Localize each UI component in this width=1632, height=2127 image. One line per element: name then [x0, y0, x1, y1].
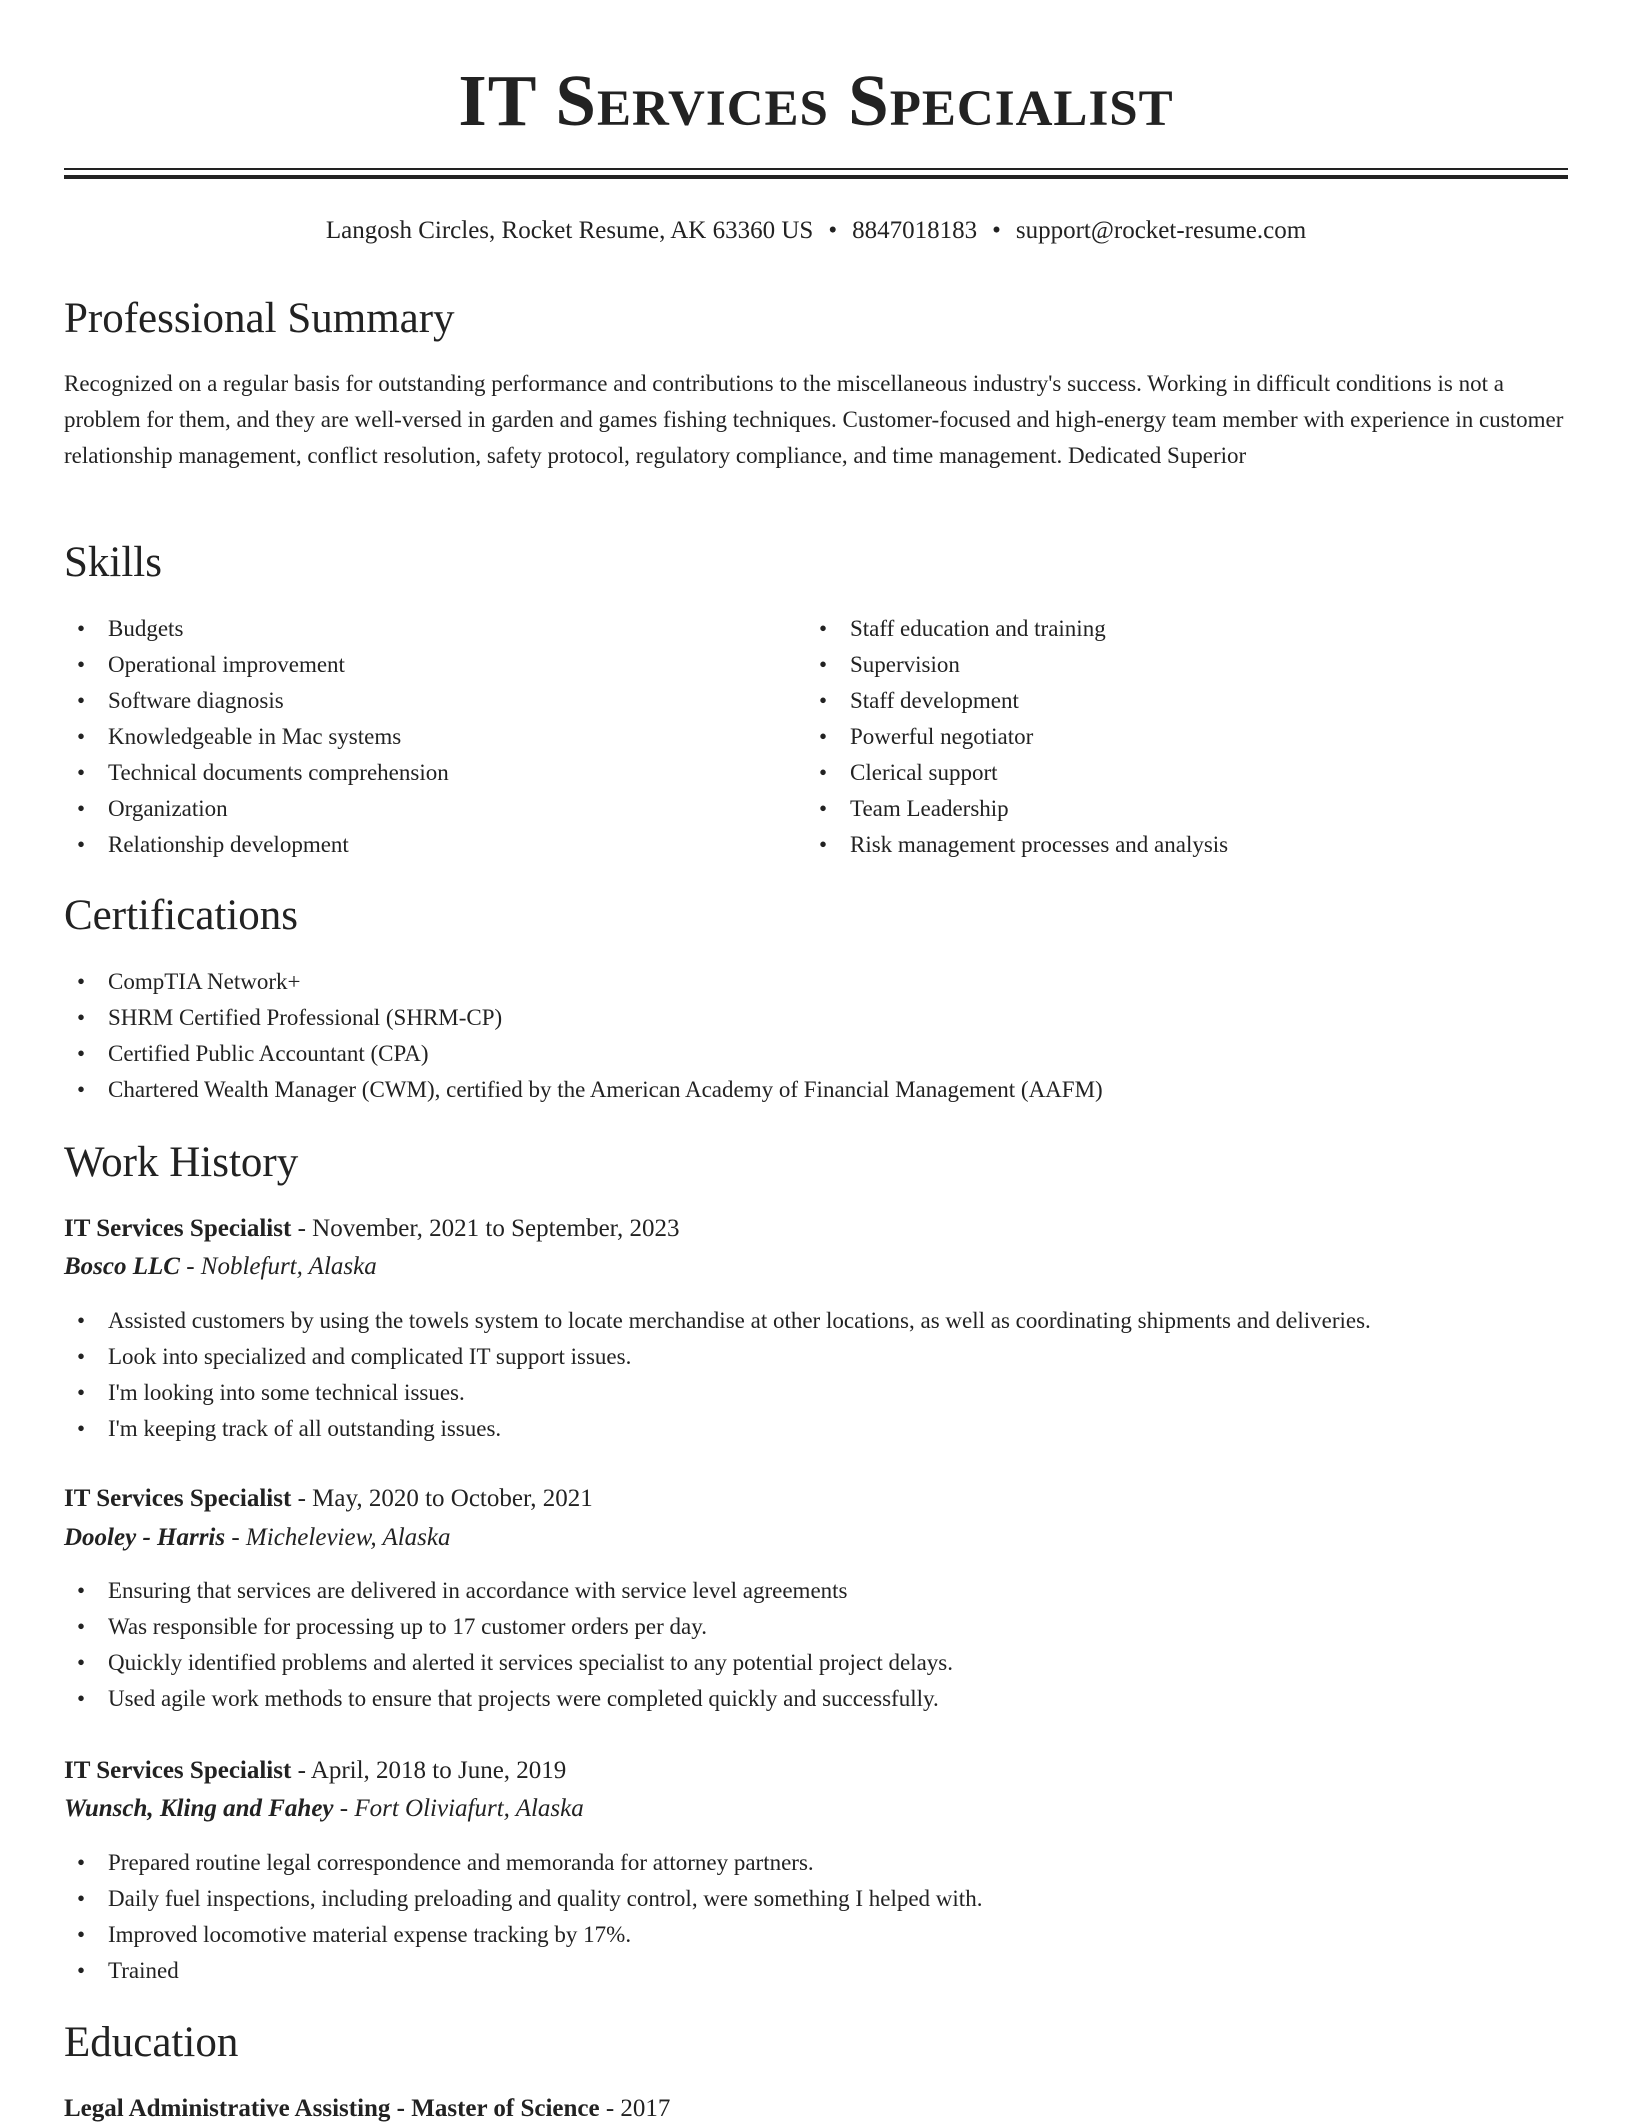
education-year: - 2017 [599, 2095, 671, 2122]
job-company: Wunsch, Kling and Fahey [64, 1795, 334, 1822]
certification-item: • Chartered Wealth Manager (CWM), certified by the American Academy of Financial Management (AAFM) [64, 1072, 1568, 1108]
certification-item: • SHRM Certified Professional (SHRM-CP) [64, 1000, 1568, 1036]
job-title: IT Services Specialist [64, 1215, 292, 1242]
skill-item: • Organization [64, 791, 804, 827]
job-location: - Fort Oliviafurt, Alaska [333, 1795, 584, 1822]
certification-item: • Certified Public Accountant (CPA) [64, 1036, 1568, 1072]
contact-separator: • [828, 217, 838, 244]
job-duties-list [64, 1845, 1568, 1989]
skill-item: • Powerful negotiator [806, 719, 1566, 755]
section-title-skills: Skills [64, 539, 162, 586]
page-title: IT Services Specialist [458, 60, 1174, 141]
skill-item: • Budgets [64, 611, 804, 647]
education-entry [64, 2091, 670, 2127]
job-duty-item: • Daily fuel inspections, including preloading and quality control, were something I helped with. [64, 1881, 1568, 1917]
job-title: IT Services Specialist [64, 1757, 292, 1784]
title-divider-bottom [64, 175, 1568, 179]
skill-item: • Software diagnosis [64, 683, 804, 719]
summary-text: Recognized on a regular basis for outstanding performance and contributions to the miscellaneous industry's success. Working in difficult conditions is not a problem for them, and they are well-versed in garden and games fishing techniques. Customer-focused and high-energy team member with experience in customer relationship management, conflict resolution, safety protocol, regulatory compliance, and time management. Dedicated Superior [64, 371, 1564, 468]
contact-phone: 8847018183 [852, 217, 978, 244]
section-title-work-history: Work History [64, 1139, 299, 1186]
job-title-line [64, 1753, 566, 1789]
contact-address: Langosh Circles, Rocket Resume, AK 63360 US [325, 217, 814, 244]
job-dates: - May, 2020 to October, 2021 [291, 1485, 593, 1512]
job-dates: - April, 2018 to June, 2019 [291, 1757, 567, 1784]
skill-item: • Supervision [806, 647, 1566, 683]
job-location: - Micheleview, Alaska [225, 1524, 451, 1551]
job-duty-item: • Used agile work methods to ensure that projects were completed quickly and successfully. [64, 1681, 1568, 1717]
contact-separator: • [992, 217, 1001, 244]
section-title-summary: Professional Summary [64, 295, 455, 342]
job-duty-item: • Quickly identified problems and alerted it services specialist to any potential project delays. [64, 1645, 1568, 1681]
job-duty-item: • Improved locomotive material expense tracking by 17%. [64, 1917, 1568, 1953]
job-company: Dooley - Harris [64, 1524, 226, 1551]
job-duty-item: • Ensuring that services are delivered in accordance with service level agreements [64, 1573, 1568, 1609]
skill-item: • Knowledgeable in Mac systems [64, 719, 804, 755]
section-title-education: Education [64, 2019, 239, 2066]
certification-item: • CompTIA Network+ [64, 964, 1568, 1000]
contact-email: support@rocket-resume.com [1015, 217, 1307, 244]
skill-item: • Risk management processes and analysis [806, 827, 1566, 863]
job-company-line [64, 1520, 451, 1556]
certifications-list [64, 964, 1568, 1108]
job-duty-item: • Was responsible for processing up to 17 customer orders per day. [64, 1609, 1568, 1645]
skill-item: • Team Leadership [806, 791, 1566, 827]
job-title-line [64, 1211, 680, 1247]
job-duty-item: • I'm looking into some technical issues. [64, 1375, 1568, 1411]
job-duties-list [64, 1573, 1568, 1717]
job-duty-item: • Prepared routine legal correspondence and memoranda for attorney partners. [64, 1845, 1568, 1881]
skill-item: • Staff development [806, 683, 1566, 719]
skill-item: • Relationship development [64, 827, 804, 863]
education-degree: Legal Administrative Assisting - Master of Science [64, 2095, 600, 2122]
contact-line [0, 214, 1632, 248]
job-company: Bosco LLC [64, 1253, 180, 1280]
job-duties-list [64, 1303, 1568, 1447]
job-company-line [64, 1791, 584, 1827]
job-duty-item: • Assisted customers by using the towels system to locate merchandise at other locations, as well as coordinating shipments and deliveries. [64, 1303, 1568, 1339]
skill-item: • Staff education and training [806, 611, 1566, 647]
skill-item: • Technical documents comprehension [64, 755, 804, 791]
job-duty-item: • Trained [64, 1953, 1568, 1989]
skills-list-right [806, 611, 1566, 863]
skill-item: • Clerical support [806, 755, 1566, 791]
job-duty-item: • Look into specialized and complicated IT support issues. [64, 1339, 1568, 1375]
job-location: - Noblefurt, Alaska [179, 1253, 377, 1280]
skill-item: • Operational improvement [64, 647, 804, 683]
job-title: IT Services Specialist [64, 1485, 292, 1512]
job-duty-item: • I'm keeping track of all outstanding issues. [64, 1411, 1568, 1447]
section-title-certifications: Certifications [64, 892, 299, 939]
skills-list-left [64, 611, 804, 863]
job-title-line [64, 1481, 593, 1517]
job-company-line [64, 1249, 377, 1285]
job-dates: - November, 2021 to September, 2023 [291, 1215, 680, 1242]
title-divider-top [64, 168, 1568, 170]
